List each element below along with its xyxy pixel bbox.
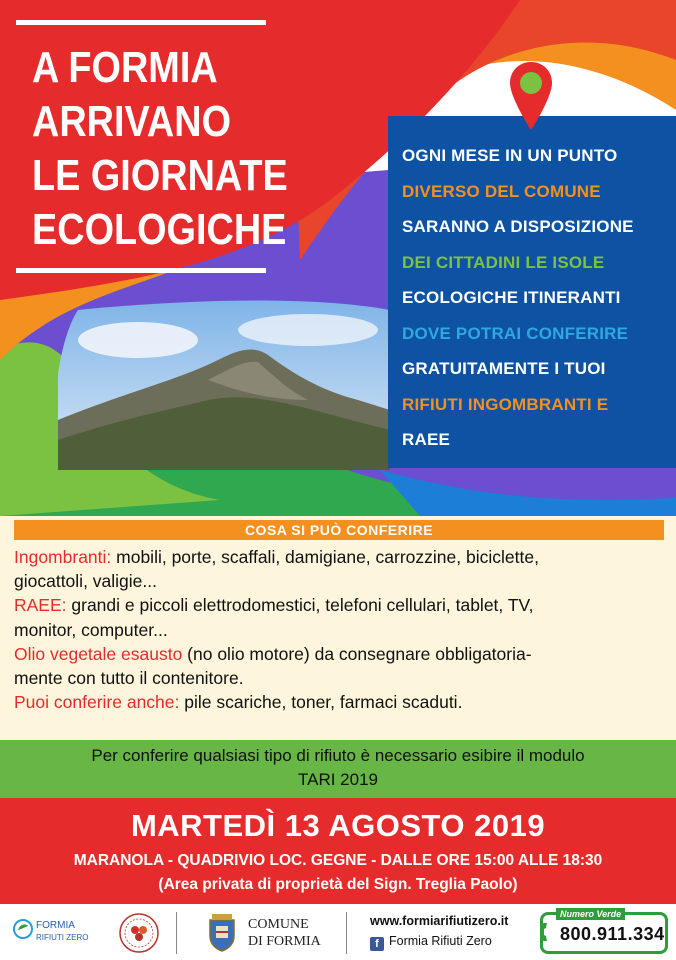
logo-formia-text: FORMIA	[36, 920, 75, 931]
logo-rifiuti-zero-text: RIFIUTI ZERO	[36, 933, 89, 942]
comune-di-formia-label	[248, 916, 321, 950]
title-line-4: ECOLOGICHE	[32, 205, 287, 254]
footer-divider	[176, 912, 177, 954]
announcement-line: OGNI MESE IN UN PUNTO	[402, 146, 618, 165]
info-line-label: Puoi conferire anche:	[14, 692, 180, 713]
announcement-line: ECOLOGICHE ITINERANTI	[402, 288, 621, 307]
footer-divider	[346, 912, 347, 954]
recycle-leaf-icon	[12, 918, 34, 940]
toll-free-label: Numero Verde	[556, 908, 625, 920]
info-line	[14, 691, 462, 713]
title-line-2: ARRIVANO	[32, 97, 232, 146]
announcement-line: SARANNO A DISPOSIZIONE	[402, 217, 634, 236]
event-note: (Area privata di proprietà del Sign. Treglia Paolo)	[158, 876, 518, 893]
facebook-label: Formia Rifiuti Zero	[389, 934, 492, 948]
facebook-link[interactable]	[370, 934, 492, 951]
announcement-line: DIVERSO DEL COMUNE	[402, 181, 601, 201]
info-line-text: grandi e piccoli elettrodomestici, telefoni cellulari, tablet, TV,	[66, 595, 534, 616]
info-line-label: Ingombranti:	[14, 547, 112, 567]
event-band	[0, 798, 676, 904]
info-line	[14, 546, 539, 568]
comune-line-1: COMUNE	[248, 917, 309, 932]
info-line-label: RAEE:	[14, 595, 67, 616]
footer	[0, 904, 676, 960]
title-top-bar	[16, 20, 266, 25]
association-seal-icon	[118, 912, 160, 959]
announcement-line: DEI CITTADINI LE ISOLE	[402, 252, 605, 272]
title-line-3: LE GIORNATE	[32, 151, 288, 200]
info-line-text: (no olio motore) da consegnare obbligatoria-	[182, 643, 532, 664]
phone-icon	[542, 922, 554, 945]
title-bottom-bar	[16, 268, 266, 273]
announcement-line: DOVE POTRAI CONFERIRE	[402, 323, 629, 343]
info-line-text: mobili, porte, scaffali, damigiane, carrozzine, biciclette,	[111, 547, 539, 567]
comune-line-2: DI FORMIA	[248, 934, 321, 949]
info-header: COSA SI PUÒ CONFERIRE	[14, 520, 664, 540]
info-line-label: Olio vegetale esausto	[14, 643, 183, 664]
facebook-icon: f	[370, 937, 384, 951]
location-pin-icon	[508, 60, 554, 137]
formia-rifiuti-zero-logo	[12, 918, 34, 945]
event-place: MARANOLA - QUADRIVIO LOC. GEGNE - DALLE ORE 15:00 ALLE 18:30	[73, 852, 603, 869]
info-line	[14, 667, 244, 689]
info-line	[14, 570, 157, 592]
info-section	[0, 516, 676, 740]
announcement-line: RIFIUTI INGOMBRANTI E	[402, 394, 609, 414]
event-date: MARTEDÌ 13 AGOSTO 2019	[130, 808, 546, 843]
notice-line-1: Per conferire qualsiasi tipo di rifiuto è necessario esibire il modulo	[91, 746, 585, 765]
info-line	[14, 643, 532, 665]
mountain-photo	[58, 300, 390, 470]
coat-of-arms-icon	[206, 912, 238, 957]
website-link[interactable]: www.formiarifiutizero.it	[370, 914, 509, 928]
notice-line-2: TARI 2019	[297, 770, 378, 789]
info-line	[14, 619, 168, 641]
info-line	[14, 594, 533, 616]
info-line-text: mente con tutto il contenitore.	[14, 668, 244, 688]
info-line-text: giocattoli, valigie...	[14, 571, 157, 592]
info-line-text: pile scariche, toner, farmaci scaduti.	[179, 692, 463, 713]
info-line-text: monitor, computer...	[14, 619, 168, 640]
announcement-line: RAEE	[402, 430, 451, 449]
toll-free-number[interactable]: 800.911.334	[560, 924, 665, 944]
notice-band	[0, 740, 676, 798]
announcement-line: GRATUITAMENTE I TUOI	[402, 359, 606, 378]
title-line-1: A FORMIA	[32, 43, 218, 92]
